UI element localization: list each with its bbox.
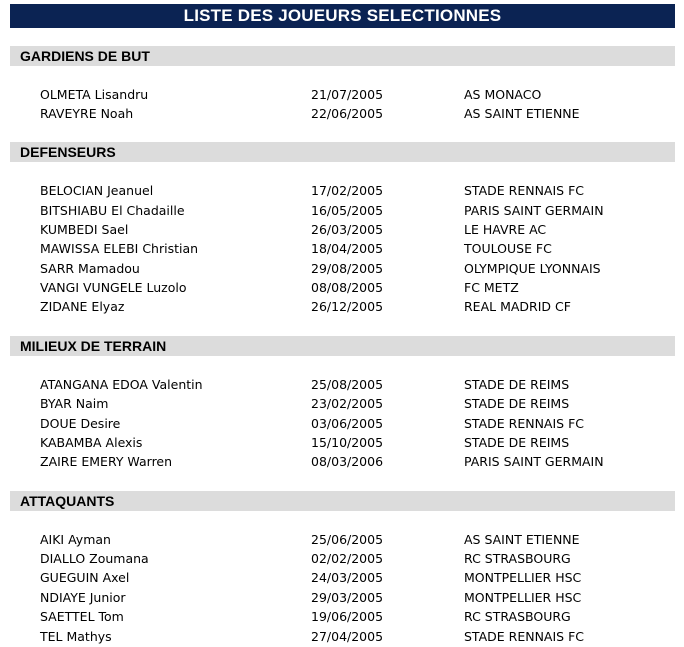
- player-row: [0, 239, 684, 258]
- player-name: TEL Mathys: [40, 629, 112, 644]
- player-name: ZAIRE EMERY Warren: [40, 454, 173, 469]
- player-name: RAVEYRE Noah: [40, 106, 134, 121]
- player-dob: 27/04/2005: [311, 629, 384, 644]
- player-dob: 08/03/2006: [311, 454, 384, 469]
- page-title: LISTE DES JOUEURS SELECTIONNES: [183, 6, 502, 25]
- player-name: BELOCIAN Jeanuel: [40, 183, 154, 198]
- player-name: VANGI VUNGELE Luzolo: [40, 280, 187, 295]
- player-dob: 26/03/2005: [311, 222, 384, 237]
- player-name: DOUE Desire: [40, 416, 121, 431]
- player-club: STADE DE REIMS: [464, 377, 570, 392]
- player-row: [0, 394, 684, 413]
- section-header-forwards: [10, 491, 675, 511]
- section-label: ATTAQUANTS: [20, 493, 115, 509]
- player-name: KUMBEDI Sael: [40, 222, 129, 237]
- player-dob: 15/10/2005: [311, 435, 384, 450]
- player-dob: 23/02/2005: [311, 396, 384, 411]
- player-row: [0, 549, 684, 568]
- player-name: NDIAYE Junior: [40, 590, 126, 605]
- player-name: BYAR Naim: [40, 396, 109, 411]
- player-dob: 29/08/2005: [311, 261, 384, 276]
- player-row: [0, 278, 684, 297]
- player-row: [0, 627, 684, 646]
- player-name: DIALLO Zoumana: [40, 551, 149, 566]
- player-row: [0, 607, 684, 626]
- player-club: FC METZ: [464, 280, 519, 295]
- player-name: AIKI Ayman: [40, 532, 111, 547]
- player-name: ZIDANE Elyaz: [40, 299, 125, 314]
- player-club: STADE RENNAIS FC: [464, 416, 584, 431]
- player-club: STADE RENNAIS FC: [464, 629, 584, 644]
- player-dob: 25/06/2005: [311, 532, 384, 547]
- player-club: MONTPELLIER HSC: [464, 570, 582, 585]
- player-row: [0, 259, 684, 278]
- player-club: MONTPELLIER HSC: [464, 590, 582, 605]
- player-club: STADE DE REIMS: [464, 435, 570, 450]
- player-dob: 02/02/2005: [311, 551, 384, 566]
- player-club: RC STRASBOURG: [464, 609, 571, 624]
- player-row: [0, 181, 684, 200]
- player-name: GUEGUIN Axel: [40, 570, 130, 585]
- player-dob: 29/03/2005: [311, 590, 384, 605]
- section-header-goalkeepers: [10, 46, 675, 66]
- player-row: [0, 104, 684, 123]
- player-name: SARR Mamadou: [40, 261, 140, 276]
- player-row: [0, 220, 684, 239]
- player-club: REAL MADRID CF: [464, 299, 571, 314]
- player-dob: 25/08/2005: [311, 377, 384, 392]
- player-dob: 03/06/2005: [311, 416, 384, 431]
- title-bar: [10, 4, 675, 28]
- player-club: PARIS SAINT GERMAIN: [464, 454, 604, 469]
- player-dob: 26/12/2005: [311, 299, 384, 314]
- player-dob: 22/06/2005: [311, 106, 384, 121]
- section-label: GARDIENS DE BUT: [20, 48, 150, 64]
- section-header-midfielders: [10, 336, 675, 356]
- player-row: [0, 297, 684, 316]
- player-club: AS MONACO: [464, 87, 542, 102]
- player-club: TOULOUSE FC: [464, 241, 552, 256]
- section-label: MILIEUX DE TERRAIN: [20, 338, 167, 354]
- player-dob: 17/02/2005: [311, 183, 384, 198]
- player-dob: 08/08/2005: [311, 280, 384, 295]
- player-club: AS SAINT ETIENNE: [464, 532, 580, 547]
- player-row: [0, 414, 684, 433]
- player-row: [0, 530, 684, 549]
- player-row: [0, 452, 684, 471]
- player-name: KABAMBA Alexis: [40, 435, 143, 450]
- player-dob: 21/07/2005: [311, 87, 384, 102]
- player-club: STADE DE REIMS: [464, 396, 570, 411]
- player-club: RC STRASBOURG: [464, 551, 571, 566]
- section-header-defenders: [10, 142, 675, 162]
- player-dob: 19/06/2005: [311, 609, 384, 624]
- player-name: OLMETA Lisandru: [40, 87, 149, 102]
- player-row: [0, 568, 684, 587]
- player-row: [0, 588, 684, 607]
- player-club: LE HAVRE AC: [464, 222, 547, 237]
- player-row: [0, 201, 684, 220]
- player-row: [0, 433, 684, 452]
- player-name: MAWISSA ELEBI Christian: [40, 241, 199, 256]
- player-row: [0, 85, 684, 104]
- player-dob: 16/05/2005: [311, 203, 384, 218]
- player-dob: 24/03/2005: [311, 570, 384, 585]
- player-club: OLYMPIQUE LYONNAIS: [464, 261, 601, 276]
- player-row: [0, 375, 684, 394]
- player-name: ATANGANA EDOA Valentin: [40, 377, 203, 392]
- player-name: SAETTEL Tom: [40, 609, 124, 624]
- section-label: DEFENSEURS: [20, 144, 116, 160]
- player-dob: 18/04/2005: [311, 241, 384, 256]
- player-club: PARIS SAINT GERMAIN: [464, 203, 604, 218]
- player-name: BITSHIABU El Chadaille: [40, 203, 185, 218]
- player-club: STADE RENNAIS FC: [464, 183, 584, 198]
- player-club: AS SAINT ETIENNE: [464, 106, 580, 121]
